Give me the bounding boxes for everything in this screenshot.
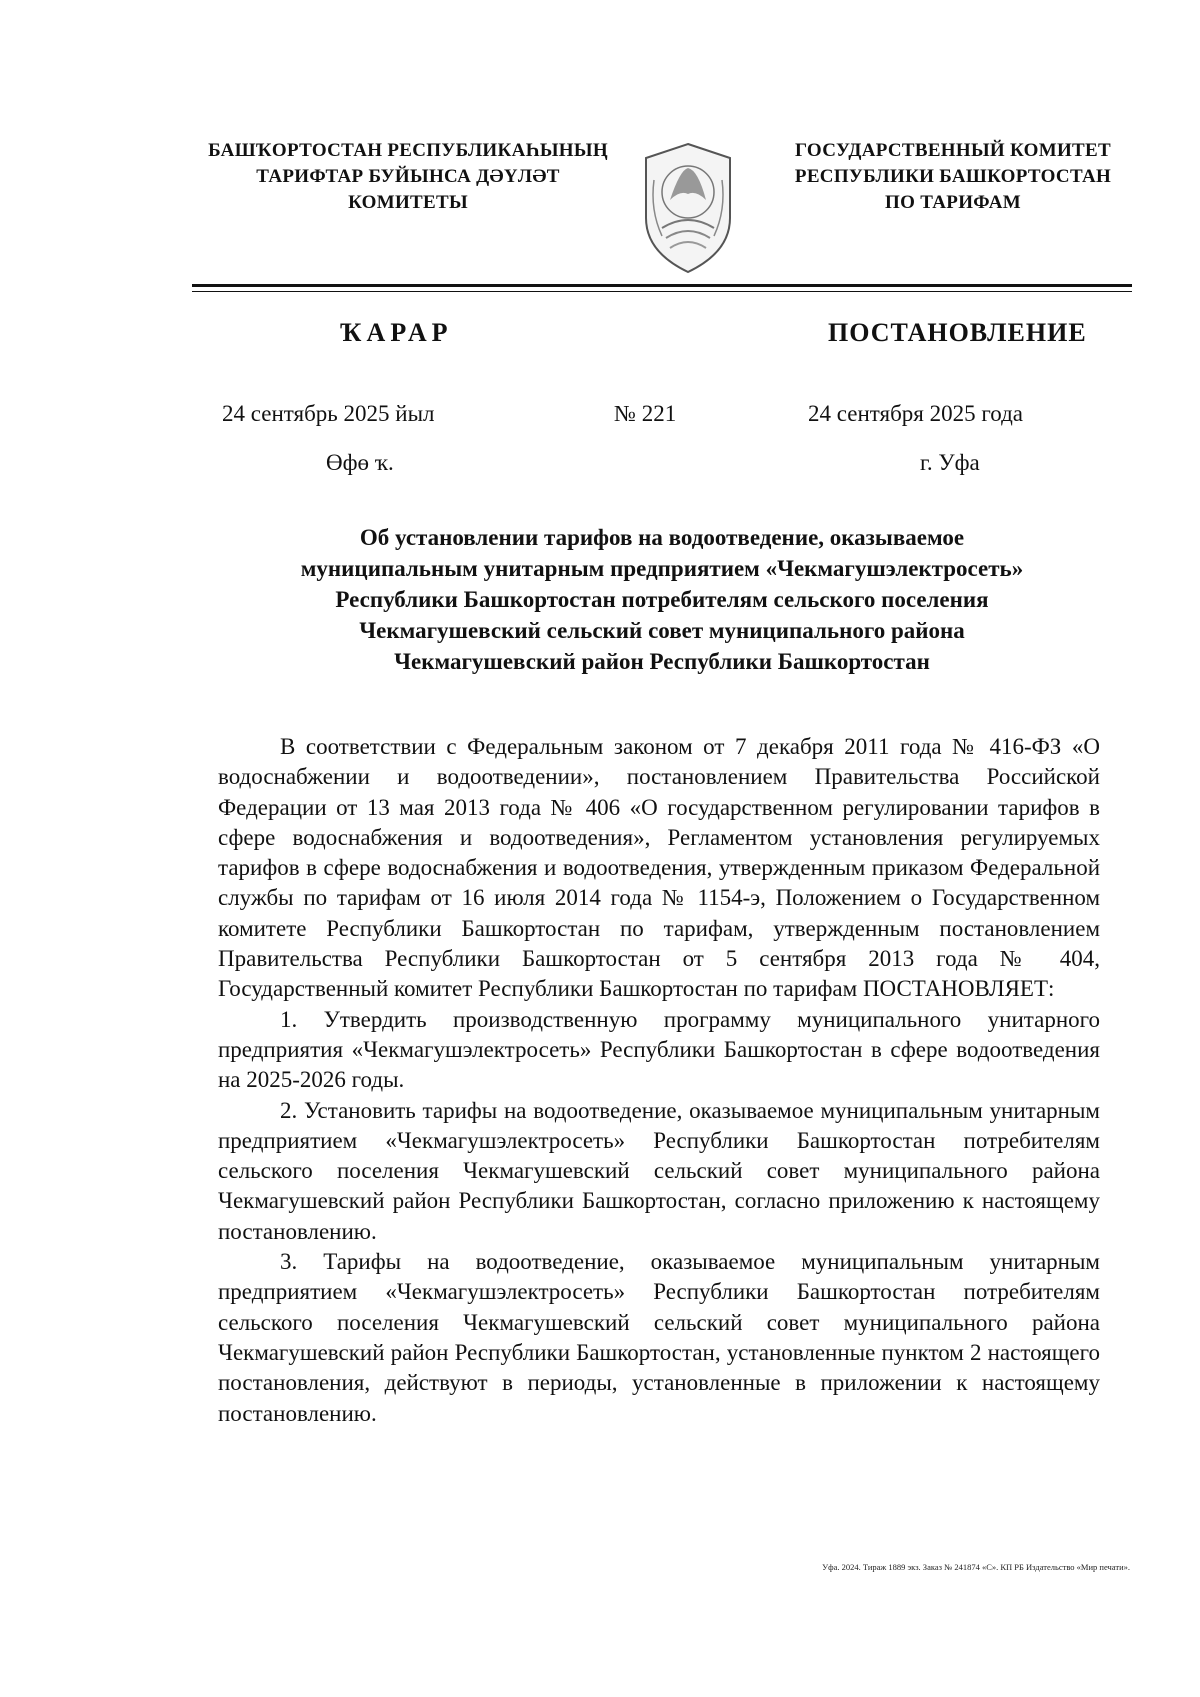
city-russian: г. Уфа: [920, 450, 980, 475]
heading-line: Республики Башкортостан потребителям сельского поселения: [335, 587, 989, 612]
paragraph-preamble: В соответствии с Федеральным законом от 7 декабря 2011 года № 416-ФЗ «О водоснабжении и водоотведении», постановлением Правительства Российской Федерации от 13 мая 2013 года № 406 «О государственном регулировании тарифов в сфере водоснабжения и водоотведения», Регламентом установления регулируемых тарифов в сфере водоснабжения и водоотведения, утвержденным приказом Федеральной службы по тарифам от 16 июля 2014 года № 1154-э, Положением о Государственном комитете Республики Башкортостан по тарифам, утвержденным постановлением Правительства Республики Башкортостан от 5 сентября 2013 года № 404, Государственный комитет Республики Башкортостан по тарифам ПОСТАНОВЛЯЕТ:: [218, 734, 1100, 1002]
paragraph-item-3: 3. Тарифы на водоотведение, оказываемое муниципальным унитарным предприятием «Чекмагушэлектросеть» Республики Башкортостан потребителям сельского поселения Чекмагушевский сельский совет муниципального района Чекмагушевский район Республики Башкортостан, установленные пунктом 2 настоящего постановления, действуют в периоды, установленные в приложении к настоящему постановлению.: [218, 1249, 1100, 1426]
heading-line: Чекмагушевский район Республики Башкортостан: [394, 649, 930, 674]
paragraph-item-1: 1. Утвердить производственную программу муниципального унитарного предприятия «Чекмагушэлектросеть» Республики Башкортостан в сфере водоотведения на 2025-2026 годы.: [218, 1006, 1100, 1093]
header-divider-thin: [192, 291, 1132, 292]
header-russian-line: РЕСПУБЛИКИ БАШКОРТОСТАН: [794, 166, 1112, 187]
document-heading: [192, 522, 1132, 677]
heading-line: муниципальным унитарным предприятием «Чекмагушэлектросеть»: [300, 556, 1024, 581]
heading-line: Чекмагушевский сельский совет муниципального района: [359, 618, 965, 643]
header-bashkir-line: БАШҠОРТОСТАН РЕСПУБЛИКАҺЫНЫҢ: [208, 140, 608, 161]
header-divider: [192, 284, 1132, 287]
header-bashkir-line: ТАРИФТАР БУЙЫНСА ДӘҮЛӘТ: [256, 166, 560, 187]
header-bashkir-line: КОМИТЕТЫ: [348, 192, 468, 213]
print-footer: Уфа. 2024. Тираж 1889 экз. Заказ № 241874 «С». КП РБ Издательство «Мир печати».: [822, 1562, 1130, 1572]
coat-of-arms-icon: [640, 140, 736, 276]
city-bashkir: Өфө ҡ.: [326, 450, 394, 475]
heading-line: Об установлении тарифов на водоотведение, оказываемое: [359, 525, 965, 550]
header-bashkir: [188, 138, 628, 216]
title-russian: ПОСТАНОВЛЕНИЕ: [828, 318, 1087, 347]
date-russian: 24 сентября 2025 года: [808, 401, 1023, 426]
document-body: [218, 732, 1100, 1429]
title-bashkir: ҠАРАР: [340, 318, 453, 347]
paragraph-item-2: 2. Установить тарифы на водоотведение, оказываемое муниципальным унитарным предприятием «Чекмагушэлектросеть» Республики Башкортостан потребителям сельского поселения Чекмагушевский сельский совет муниципального района Чекмагушевский район Республики Башкортостан, согласно приложению к настоящему постановлению.: [218, 1097, 1100, 1244]
header-russian-line: ПО ТАРИФАМ: [885, 192, 1021, 213]
date-bashkir: 24 сентябрь 2025 йыл: [222, 401, 435, 426]
document-number: № 221: [614, 401, 677, 426]
header-russian-line: ГОСУДАРСТВЕННЫЙ КОМИТЕТ: [795, 140, 1111, 161]
header-russian: [788, 138, 1118, 216]
